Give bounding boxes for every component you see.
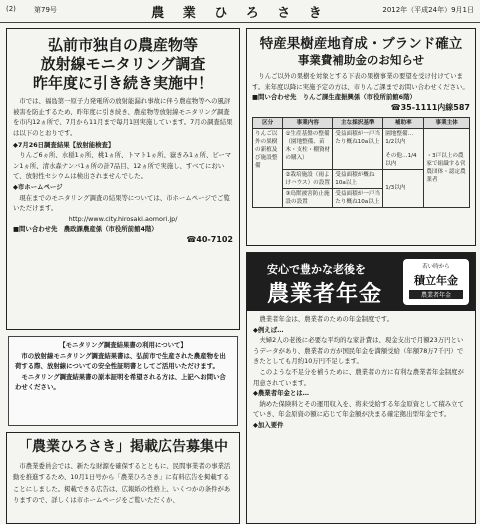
monitoring-title-3: 昨年度に引き続き実施中！: [32, 73, 213, 92]
table-item: ①生産基盤の整備（園地整備、苗木・支柱・棚資材の購入）: [283, 128, 333, 169]
banner-title: 農業者年金: [267, 281, 383, 307]
table-rate: [383, 128, 424, 169]
logo-caption: 若い時から: [422, 264, 450, 270]
ad-recruitment-article: [6, 432, 240, 524]
page-number: (2): [6, 5, 16, 13]
subsidy-title-1: 特産果樹産地育成・ブランド確立: [259, 36, 463, 52]
monitoring-tel: ☎40-7102: [186, 234, 233, 244]
monitoring-article: [6, 28, 240, 330]
result-heading: ◆7月26日調査結果【放射能検査】: [13, 140, 115, 149]
table-entity: ・3戸以上の農家で組織する営農団体・認定農業者: [424, 128, 470, 207]
example-text-2: このような不足分を補うために、農業者の方に有利な農業者年金制度が用意されています。: [253, 367, 464, 387]
table-item: ③鳥獣被害防止施設の設置: [283, 188, 333, 207]
certificate-box: [8, 336, 238, 426]
definition-text: 納めた保険料とその運用収入を、将来受給する年金原資として積み立てていき、年金原資の額に応じて年金額が決まる確定拠出型年金です。: [253, 399, 464, 419]
pension-banner: [247, 253, 475, 311]
subsidy-article: [246, 28, 476, 246]
subsidy-title-2: 事業費補助金のお知らせ: [297, 52, 425, 67]
result-text: りんご6ヵ所、水稲1ヵ所、桃1ヵ所、トマト1ヵ所、嶽きみ1ヵ所、ピーマン1ヵ所、清水森ナンバ1ヵ所の計7品目、12ヵ所で実施し、すべてにおいて、放射性セシウムは検出されませんでした。: [13, 151, 232, 181]
certificate-title: 【モニタリング調査結果書の利用について】: [59, 341, 187, 349]
subsidy-table: [252, 117, 470, 208]
pension-article: [246, 252, 476, 524]
table-header: 補助率: [383, 117, 424, 128]
homepage-heading: ◆市ホームページ: [13, 183, 63, 191]
ad-text: 市農業委員会では、新たな財源を確保するとともに、民間事業者の事業活動を推進するため、10月1日号から「農業ひろさき」に有料広告を掲載することにしました。掲載できる広告は、広報紙の性格上、いくつかの条件がありますので、詳しくは市ホームページをご覧いただくか、: [13, 461, 231, 504]
example-text: 夫婦2人の老後に必要な平均的な家計費は、現金支出で月額23万円というデータがあり、農業者の方が国民年金を満額受給（年額78万7千円）できたとしても月約10万円不足します。: [253, 336, 464, 366]
subsidy-intro: りんご以外の果樹を対象とする下表の果樹事業の要望を受け付けています。来年度以降に実施予定の方は、市りんご課までお問い合わせください。: [252, 72, 469, 91]
issue-number: 第79号: [34, 6, 57, 14]
definition-heading: ◆農業者年金とは…: [253, 389, 310, 398]
table-rate-1: 園地整備…1/2以内: [385, 130, 414, 145]
table-item: ②栽培施設（雨よけハウス）の設置: [283, 169, 333, 188]
table-row: [253, 128, 470, 169]
certificate-text-1: 市の放射線モニタリング調査結果書は、弘前市で生産された農産物を出荷する際、放射線についての安全性証明書としてご活用いただけます。: [15, 351, 226, 371]
newsletter-title: 農 業 ひ ろ さ き: [151, 6, 329, 21]
table-header: 事業内容: [283, 117, 333, 128]
issue-date: 2012年（平成24年）9月1日: [382, 6, 474, 14]
monitoring-title-2: 放射線モニタリング調査: [40, 54, 206, 73]
table-header-row: [253, 117, 470, 128]
example-heading: ◆例えば…: [253, 325, 284, 334]
logo-subtitle: 農業者年金: [409, 290, 463, 299]
monitoring-contact: ■問い合わせ先 農政課農産係（市役所前館4階）: [13, 225, 158, 234]
certificate-text-2: モニタリング調査結果書の原本証明を希望される方は、上記へお問い合わせください。: [15, 372, 226, 392]
table-category: りんご以外の果樹の新植及び施設整備: [253, 128, 283, 207]
homepage-url[interactable]: http://www.city.hirosaki.aomori.jp/: [68, 214, 178, 223]
table-criteria: 受益面積が一戸当たり概ね10a以上: [333, 128, 383, 169]
table-criteria: 受益面積が一戸当たり概ね10a以上: [333, 188, 383, 207]
page-header: [0, 0, 480, 23]
pension-intro: 農業者年金は、農業者のための年金制度です。: [259, 315, 394, 323]
table-rate-2: その他…1/4以内: [385, 152, 417, 167]
monitoring-intro: 市では、福島第一原子力発電所の放射能漏れ事故に伴う農産物等への風評被害を防止するため、昨年度に引き続き、農産物等放射線モニタリング調査を市内12ヵ所で、7月から11月まで毎月1回実施しています。7月の調査結果は以下のとおりです。: [13, 97, 233, 138]
homepage-text: 現在までのモニタリング調査の結果等については、市ホームページでご覧いただけます。: [13, 193, 230, 213]
ad-title: 「農業ひろさき」掲載広告募集中: [18, 439, 228, 455]
table-criteria: 受益面積が概ね10a以上: [333, 169, 383, 188]
monitoring-title-1: 弘前市独自の農産物等: [47, 36, 198, 54]
banner-subtitle: 安心で豊かな老後を: [267, 263, 366, 276]
table-header: 主な採択基準: [333, 117, 383, 128]
subsidy-tel: ☎35-1111内線587: [390, 103, 470, 113]
pension-logo: [403, 259, 469, 305]
table-rate: 1/3以内: [383, 169, 424, 207]
logo-title: 積立年金: [414, 274, 458, 287]
table-header: 事業主体: [424, 117, 470, 128]
eligibility-heading: ◆加入要件: [253, 420, 284, 429]
subsidy-contact: ■問い合わせ先 りんご課生産振興係（市役所前館6階）: [252, 93, 416, 102]
table-header: 区分: [253, 117, 283, 128]
